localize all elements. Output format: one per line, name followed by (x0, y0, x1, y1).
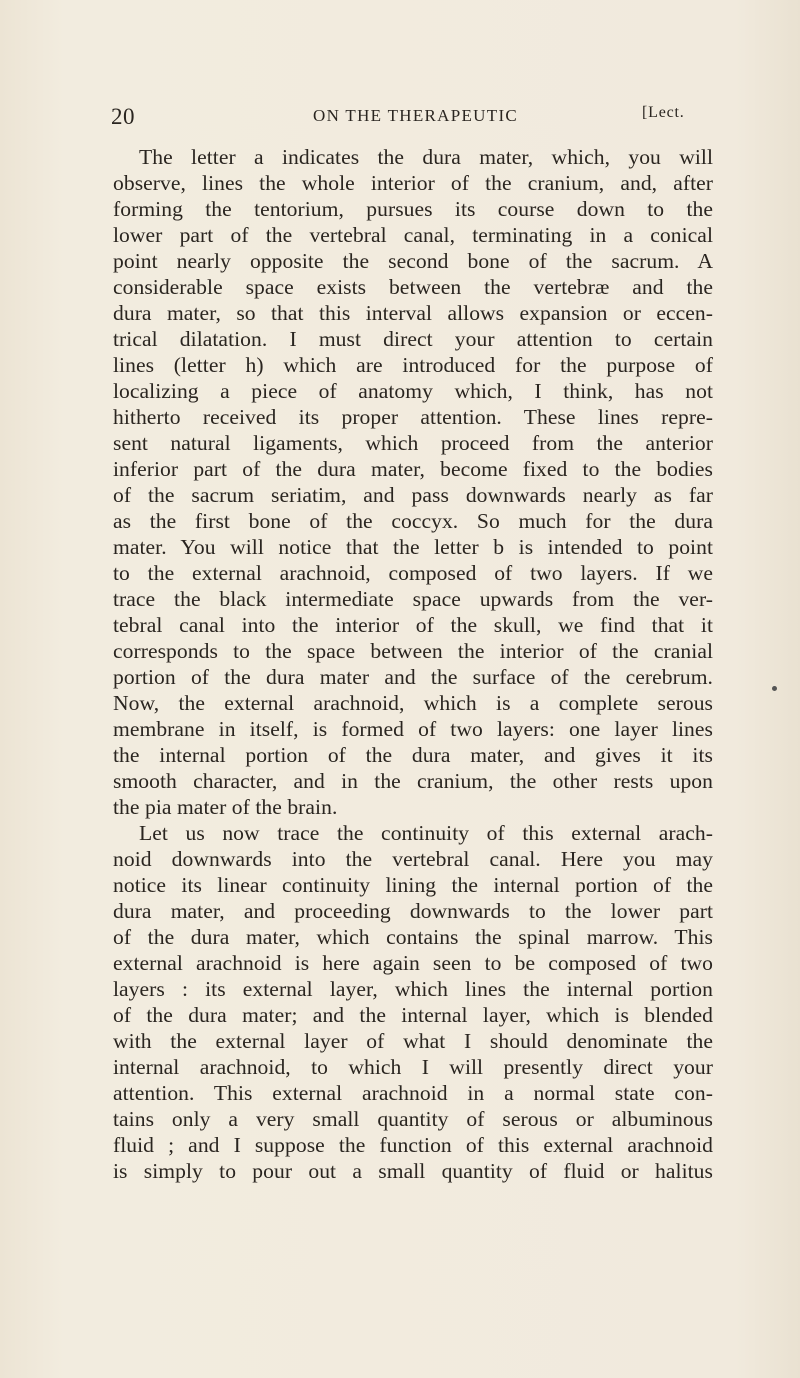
text-line: corresponds to the space between the interior of the cranial (113, 639, 713, 663)
text-line: lines (letter h) which are introduced for the purpose of (113, 353, 713, 377)
text-line: notice its linear continuity lining the internal portion of the (113, 873, 713, 897)
text-line: sent natural ligaments, which proceed from the anterior (113, 431, 713, 455)
text-line: noid downwards into the vertebral canal. Here you may (113, 847, 713, 871)
text-line: of the dura mater; and the internal layer, which is blended (113, 1003, 713, 1027)
text-line: layers : its external layer, which lines the internal portion (113, 977, 713, 1001)
text-line: smooth character, and in the cranium, the other rests upon (113, 769, 713, 793)
text-line: internal arachnoid, to which I will presently direct your (113, 1055, 713, 1079)
text-line: tains only a very small quantity of serous or albuminous (113, 1107, 713, 1131)
running-title: ON THE THERAPEUTIC (313, 106, 519, 125)
text-line: forming the tentorium, pursues its course down to the (113, 197, 713, 221)
text-line: inferior part of the dura mater, become fixed to the bodies (113, 457, 713, 481)
text-line: attention. This external arachnoid in a normal state con- (113, 1081, 713, 1105)
text-line: membrane in itself, is formed of two layers: one layer lines (113, 717, 713, 741)
text-line: considerable space exists between the vertebræ and the (113, 275, 713, 299)
text-line: point nearly opposite the second bone of the sacrum. A (113, 249, 713, 273)
text-line: is simply to pour out a small quantity of fluid or halitus (113, 1159, 713, 1183)
text-line: Let us now trace the continuity of this external arach- (139, 821, 713, 845)
running-head (0, 104, 800, 134)
text-line: mater. You will notice that the letter b is intended to point (113, 535, 713, 559)
margin-mark (772, 686, 777, 691)
text-line: tebral canal into the interior of the skull, we find that it (113, 613, 713, 637)
text-line: of the dura mater, which contains the spinal marrow. This (113, 925, 713, 949)
text-line: as the first bone of the coccyx. So much for the dura (113, 509, 713, 533)
text-line: Now, the external arachnoid, which is a complete serous (113, 691, 713, 715)
page-number: 20 (111, 104, 135, 129)
text-line: the pia mater of the brain. (113, 795, 338, 819)
text-line: lower part of the vertebral canal, terminating in a conical (113, 223, 713, 247)
text-line: dura mater, so that this interval allows expansion or eccen- (113, 301, 713, 325)
text-line: external arachnoid is here again seen to be composed of two (113, 951, 713, 975)
text-line: the internal portion of the dura mater, and gives it its (113, 743, 713, 767)
text-line: observe, lines the whole interior of the cranium, and, after (113, 171, 713, 195)
text-line: portion of the dura mater and the surface of the cerebrum. (113, 665, 713, 689)
text-line: with the external layer of what I should denominate the (113, 1029, 713, 1053)
text-line: dura mater, and proceeding downwards to the lower part (113, 899, 713, 923)
body-text (113, 144, 713, 1184)
text-line: hitherto received its proper attention. These lines repre- (113, 405, 713, 429)
text-line: localizing a piece of anatomy which, I think, has not (113, 379, 713, 403)
lecture-marker: [Lect. (642, 104, 685, 121)
text-line: The letter a indicates the dura mater, which, you will (139, 145, 713, 169)
text-line: trace the black intermediate space upwards from the ver- (113, 587, 713, 611)
text-line: of the sacrum seriatim, and pass downwards nearly as far (113, 483, 713, 507)
text-line: trical dilatation. I must direct your attention to certain (113, 327, 713, 351)
text-line: fluid ; and I suppose the function of this external arachnoid (113, 1133, 713, 1157)
text-line: to the external arachnoid, composed of two layers. If we (113, 561, 713, 585)
